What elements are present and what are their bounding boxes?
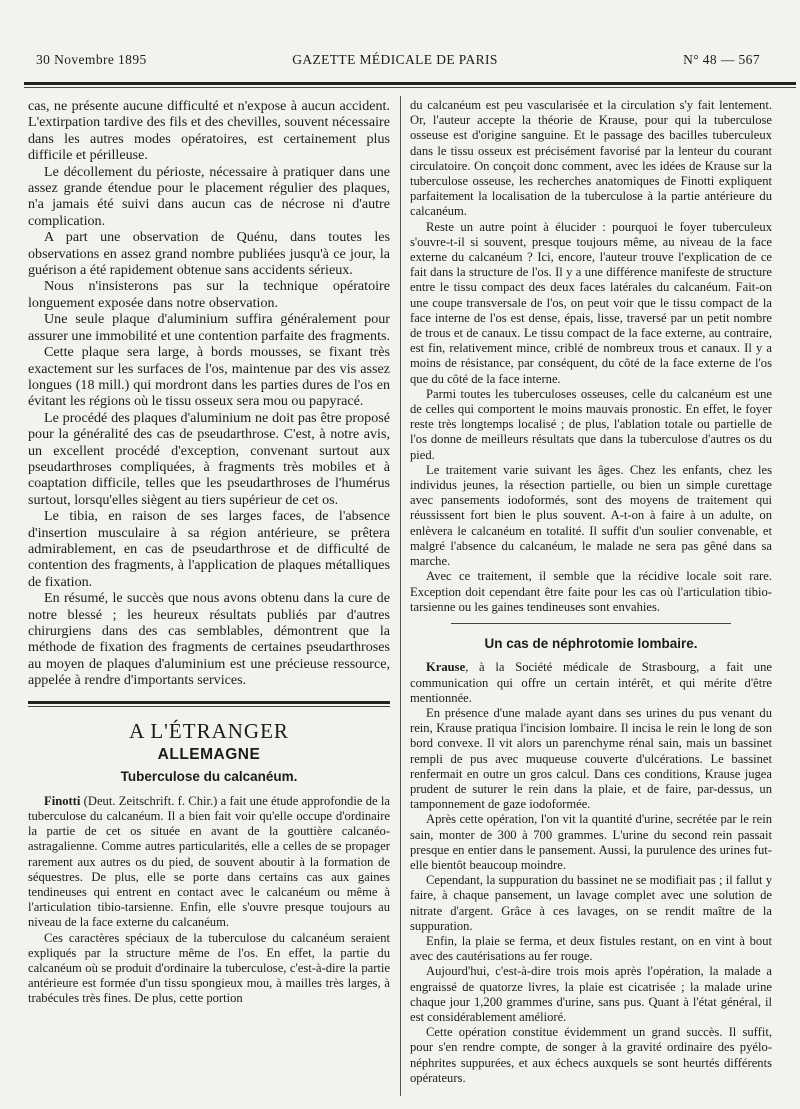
- article-lead-text: , à la Société médicale de Strasbourg, a fait une communication qui offre un certain intérêt, et qui mérite d'être mentionnée.: [410, 660, 772, 705]
- running-header: [30, 52, 760, 72]
- section-rule-thin: [28, 706, 390, 707]
- right-column: [410, 98, 772, 1086]
- section-rule: [28, 701, 390, 704]
- paragraph: Après cette opération, l'on vit la quantité d'urine, secrétée par le rein sain, monter de 300 à 700 grammes. L'urine du second rein passait presque en entier dans le pansement. Aussi, la purulence des urines fut-elle bientôt beaucoup moindre.: [410, 812, 772, 872]
- left-column: [28, 98, 390, 1007]
- article-title: Un cas de néphrotomie lombaire.: [484, 635, 698, 651]
- header-rule: [24, 82, 796, 85]
- header-page-number: N° 48 — 567: [683, 52, 760, 67]
- paragraph: Cette opération constitue évidemment un grand succès. Il suffit, pour s'en rendre compte, de songer à la gravité ordinaire des pyélo-néphrites suppurées, et aux échecs auxquels se sont heurtés différents opérateurs.: [410, 1025, 772, 1085]
- paragraph: Une seule plaque d'aluminium suffira généralement pour assurer une immobilité et une contention parfaite des fragments.: [28, 311, 391, 344]
- paragraph: Le tibia, en raison de ses larges faces, de l'absence d'insertion musculaire à sa région antérieure, se prêtera admirablement, en cas de pseudarthrose et de difficulté de contention des fragments, à l'application de plaques métalliques de fixation.: [28, 508, 390, 590]
- article-author: Finotti: [44, 793, 81, 808]
- paragraph: Parmi toutes les tuberculoses osseuses, celle du calcanéum est une de celles qui comportent le moins mauvais pronostic. En effet, le foyer reste très longtemps localisé ; de plus, l'ablation totale ou partielle de l'os donne de meilleurs résultats que dans la tuberculose d'autres os du pied.: [410, 386, 772, 462]
- header-journal-title: GAZETTE MÉDICALE DE PARIS: [292, 52, 498, 67]
- header-rule-thin: [24, 87, 796, 88]
- article-separator: [451, 623, 731, 624]
- header-date: 30 Novembre 1895: [36, 52, 147, 67]
- section-title: A L'ÉTRANGER: [129, 718, 289, 743]
- paragraph: En présence d'une malade ayant dans ses urines du pus venant du rein, Krause pratiqua l'incision lombaire. Il incisa le rein le long de son bord convexe. Il vit alors un parenchyme rénal sain, mais un bassinet rempli de pus avec muqueuse couverte d'ulcérations. Le bassinet renfermait en outre un gros calcul. Dans ces conditions, Krause jugea prudent de suturer le rein dans la plaie, et de faire, par-dessus, un tamponnement de gaze iodoformée.: [410, 705, 772, 812]
- paragraph: Nous n'insisterons pas sur la technique opératoire longuement exposée dans notre observation.: [28, 278, 390, 311]
- paragraph: Enfin, la plaie se ferma, et deux fistules restant, on en vint à bout avec des cautérisations au fer rouge.: [410, 933, 772, 964]
- column-divider: [400, 96, 401, 1096]
- paragraph: Le traitement varie suivant les âges. Chez les enfants, chez les individus jeunes, la résection partielle, ou bien un simple curettage avec pansements iodoformés, sont des moyens de traitement qui réussissent fort bien le plus souvent. A-t-on à faire à un adulte, on enlèvera le calcanéum en totalité. Il suffit d'un soulier convenable, et malgré l'absence du calcanéum, le malade ne sera pas gêné dans sa marche.: [410, 462, 772, 569]
- paragraph: A part une observation de Quénu, dans toutes les observations en assez grand nombre publiées jusqu'à ce jour, la guérison a été rapidement obtenue sans accidents sérieux.: [28, 229, 390, 279]
- article-lead-text: (Deut. Zeitschrift. f. Chir.) a fait une étude approfondie de la tuberculose du calcanéum. Il a bien fait voir qu'elle occupe d'ordinaire la partie de cet os située en avant de la gouttière calcanéo-astragalienne. Comme autres particularités, elle a celles de se propager rarement aux autres os du pied, de souvent aboutir à la formation de séquestres. De plus, elle se porte dans certains cas aux gaines tendineuses qui entrent en contact avec le calcanéum ou même à l'articulation tibio-tarsienne. Enfin, elle s'ouvre presque toujours au niveau de la face externe du calcanéum.: [28, 793, 390, 930]
- paragraph: Reste un autre point à élucider : pourquoi le foyer tuberculeux s'ouvre-t-il si souvent, presque toujours même, au niveau de la face externe du calcanéum ? Ici, encore, l'auteur trouve l'explication de ce fait dans la structure de l'os. Il y a une différence manifeste de structure entre le tissu compact des deux faces latérales du calcanéum. Fait-on une coupe transversale de l'os, on peut voir que le tissu compact de la face interne de l'os est dense, épais, lisse, traversé par un petit nombre de trous et de canaux. Le tissu compact de la face externe, au contraire, est fin, relativement mince, criblé de nombreux trous et canaux. Il y a moins de résistance, par conséquent, du côté de la face externe de l'os que du côté de la face interne.: [410, 219, 772, 386]
- article-lead: [28, 794, 390, 931]
- paragraph: En résumé, le succès que nous avons obtenu dans la cure de notre blessé ; les heureux résultats publiés par d'autres chirurgiens dans des cas semblables, démontrent que la méthode de fixation des fragments de certaines pseudarthroses au moyen de plaques d'aluminium est une précieuse ressource, appelée à rendre d'importants services.: [28, 590, 390, 689]
- article-author: Krause: [426, 660, 466, 675]
- paragraph: Avec ce traitement, il semble que la récidive locale soit rare. Exception doit cependant être faite pour les cas où l'articulation tibio-tarsienne ou les gaines tendineuses sont envahies.: [410, 569, 772, 614]
- paragraph: Aujourd'hui, c'est-à-dire trois mois après l'opération, la malade a engraissé de quatorze livres, la plaie est cicatrisée ; la malade urine chaque jour 1,200 grammes d'urine, sans pus. Quant à l'état général, il est considérablement amélioré.: [410, 964, 772, 1024]
- paragraph: du calcanéum est peu vascularisée et la circulation s'y fait lentement. Or, l'auteur accepte la théorie de Krause, pour qui la tuberculose osseuse est d'origine sanguine. Et le passage des bacilles tuberculeux dans le tissu osseux est précisément favorisé par la lenteur du courant circulatoire. On conçoit donc comment, avec les idées de Krause sur la tuberculose osseuse, les recherches anatomiques de Finotti expliquent parfaitement la localisation de la tuberculose à la partie antérieure du calcanéum.: [410, 98, 772, 219]
- paragraph: cas, ne présente aucune difficulté et n'expose à aucun accident. L'extirpation tardive des fils et des chevilles, souvent nécessaire dans les autres modes opératoires, est certainement plus difficile et périlleuse.: [28, 98, 390, 164]
- paragraph: Ces caractères spéciaux de la tuberculose du calcanéum seraient expliqués par la structure même de l'os. En effet, la partie du calcanéum où se produit d'ordinaire la tuberculose, c'est-à-dire la partie antérieure est formée d'un tissu spongieux mou, à mailles très larges, à trabécules très fines. De plus, cette portion: [28, 930, 390, 1006]
- paragraph: Cette plaque sera large, à bords mousses, se fixant très exactement sur les surfaces de l'os, maintenue par des vis assez longues (18 mill.) qui mordront dans les parties dures de l'os en évitant les régions où le tissu osseux sera mou ou papyracé.: [28, 344, 390, 410]
- article-lead: [410, 660, 772, 706]
- paragraph: Cependant, la suppuration du bassinet ne se modifiait pas ; il fallut y faire, à chaque pansement, un lavage complet avec une solution de nitrate d'argent. Grâce à ces lavages, on se rendit maître de la suppuration.: [410, 873, 772, 933]
- country-heading: ALLEMAGNE: [157, 746, 261, 764]
- paragraph: Le décollement du périoste, nécessaire à pratiquer dans une assez grande étendue pour le placement régulier des plaques, n'a jamais été suivi dans aucun cas de nécrose ni d'autre complication.: [28, 163, 390, 229]
- paragraph: Le procédé des plaques d'aluminium ne doit pas être proposé pour la généralité des cas de pseudarthrose. C'est, à notre avis, un excellent procédé d'exception, convenant surtout aux pseudarthroses compliquées, à fragments très mobiles et à coaptation difficile, telles que les pseudarthroses de l'humérus surtout, lorsqu'elles siègent au tiers supérieur de cet os.: [28, 409, 390, 508]
- article-title: Tuberculose du calcanéum.: [120, 769, 298, 785]
